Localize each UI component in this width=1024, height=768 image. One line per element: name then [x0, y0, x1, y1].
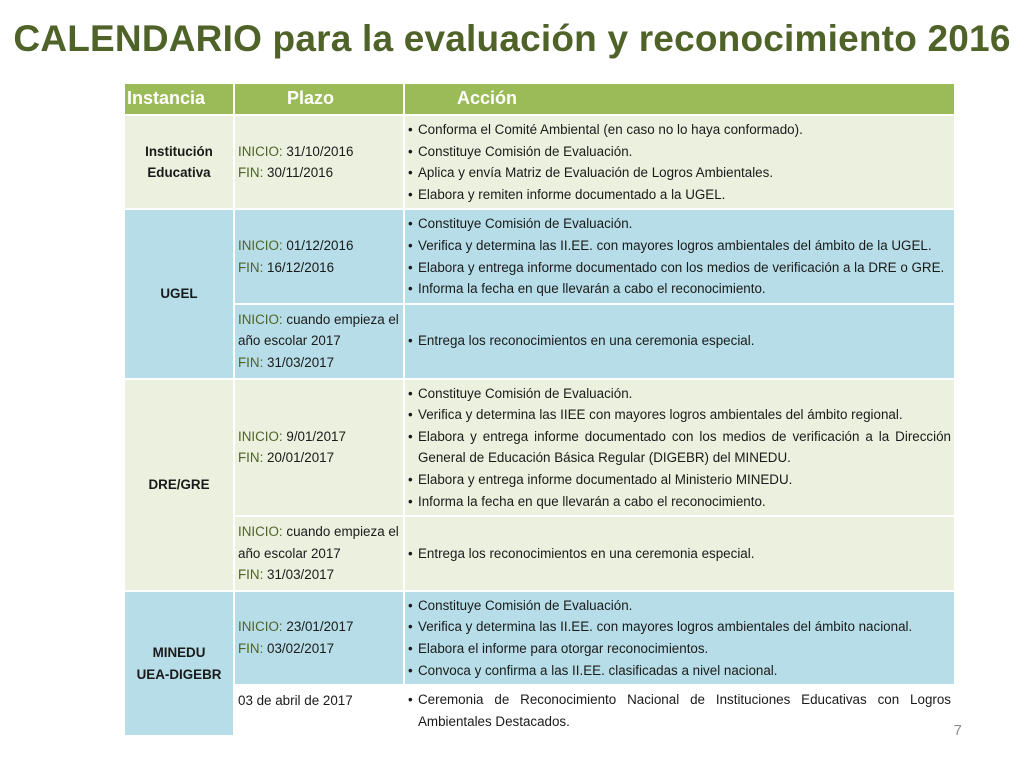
accion-item: • Elabora y entrega informe documentado con los medios de verificación a la DRE o GRE. [408, 257, 951, 279]
plazo-cell [235, 380, 405, 518]
accion-item: • Entrega los reconocimientos en una ceremonia especial. [408, 330, 951, 352]
accion-item: • Constituye Comisión de Evaluación. [408, 213, 951, 235]
table-header-row [125, 84, 956, 116]
plazo-cell [235, 592, 405, 686]
fin-label: FIN: [238, 259, 264, 275]
table-row [125, 517, 956, 592]
accion-item: • Aplica y envía Matriz de Evaluación de Logros Ambientales. [408, 162, 951, 184]
instancia-cell [125, 380, 235, 592]
instancia-line: Educativa [147, 165, 211, 181]
accion-item: • Convoca y confirma a las II.EE. clasificadas a nivel nacional. [408, 660, 951, 682]
table-row [125, 305, 956, 380]
accion-cell [405, 592, 956, 686]
fin-label: FIN: [238, 641, 264, 657]
calendar-table [125, 84, 956, 737]
inicio-text: cuando empieza el año escolar 2017 [238, 311, 399, 349]
fin-label: FIN: [238, 354, 264, 370]
accion-item: • Constituye Comisión de Evaluación. [408, 595, 951, 617]
plazo-cell [235, 686, 405, 737]
header-instancia: Instancia [125, 84, 235, 116]
accion-item: • Informa la fecha en que llevarán a cabo el reconocimiento. [408, 278, 951, 300]
table-row [125, 592, 956, 686]
fin-label: FIN: [238, 165, 264, 181]
header-accion: Acción [405, 84, 956, 116]
fecha-text: 03 de abril de 2017 [238, 693, 353, 709]
accion-cell [405, 210, 956, 304]
instancia-line: UGEL [160, 286, 198, 302]
table-row [125, 686, 956, 737]
page-title: CALENDARIO para la evaluación y reconocimiento 2016 [13, 18, 1011, 59]
instancia-cell [125, 592, 235, 738]
table-row [125, 380, 956, 518]
accion-item: • Constituye Comisión de Evaluación. [408, 383, 951, 405]
instancia-cell [125, 116, 235, 210]
accion-item: • Ceremonia de Reconocimiento Nacional de Instituciones Educativas con Logros Ambientales Destacados. [408, 689, 951, 732]
fin-date: 16/12/2016 [267, 259, 335, 275]
accion-item: • Elabora el informe para otorgar reconocimientos. [408, 638, 951, 660]
instancia-cell [125, 210, 235, 379]
table-row [125, 116, 956, 210]
accion-item: • Elabora y entrega informe documentado al Ministerio MINEDU. [408, 469, 951, 491]
table-row [125, 210, 956, 304]
plazo-cell [235, 210, 405, 304]
accion-item: • Informa la fecha en que llevarán a cabo el reconocimiento. [408, 491, 951, 513]
accion-item: • Elabora y entrega informe documentado con los medios de verificación a la Dirección General de Educación Básica Regular (DIGEBR) del MINEDU. [408, 426, 951, 469]
accion-item: • Verifica y determina las II.EE. con mayores logros ambientales del ámbito nacional. [408, 616, 951, 638]
inicio-date: 01/12/2016 [286, 237, 354, 253]
fin-date: 03/02/2017 [267, 641, 335, 657]
accion-item: • Conforma el Comité Ambiental (en caso no lo haya conformado). [408, 119, 951, 141]
accion-item: • Constituye Comisión de Evaluación. [408, 141, 951, 163]
inicio-label: INICIO: [238, 619, 283, 635]
inicio-date: 9/01/2017 [286, 428, 346, 444]
instancia-line: DRE/GRE [148, 476, 210, 492]
inicio-label: INICIO: [238, 311, 283, 327]
fin-label: FIN: [238, 450, 264, 466]
accion-cell [405, 380, 956, 518]
accion-item: • Elabora y remiten informe documentado a la UGEL. [408, 184, 951, 206]
plazo-cell [235, 517, 405, 592]
inicio-label: INICIO: [238, 237, 283, 253]
inicio-text: cuando empieza el año escolar 2017 [238, 524, 399, 561]
accion-cell [405, 517, 956, 592]
fin-date: 20/01/2017 [267, 450, 335, 466]
page-number: 7 [953, 722, 962, 739]
instancia-line: MINEDU [152, 645, 206, 661]
fin-label: FIN: [238, 567, 264, 583]
inicio-label: INICIO: [238, 428, 283, 444]
accion-cell [405, 116, 956, 210]
header-plazo: Plazo [235, 84, 405, 116]
plazo-cell [235, 305, 405, 380]
fin-date: 31/03/2017 [267, 354, 335, 370]
inicio-label: INICIO: [238, 524, 283, 540]
fin-date: 30/11/2016 [267, 165, 334, 181]
inicio-date: 23/01/2017 [286, 619, 354, 635]
fin-date: 31/03/2017 [267, 567, 335, 583]
accion-item: • Verifica y determina las II.EE. con mayores logros ambientales del ámbito de la UGEL. [408, 235, 951, 257]
instancia-line: UEA-DIGEBR [136, 666, 222, 682]
accion-item: • Entrega los reconocimientos en una ceremonia especial. [408, 543, 951, 565]
accion-cell [405, 305, 956, 380]
plazo-cell [235, 116, 405, 210]
inicio-label: INICIO: [238, 143, 283, 159]
accion-item: • Verifica y determina las IIEE con mayores logros ambientales del ámbito regional. [408, 404, 951, 426]
inicio-date: 31/10/2016 [286, 143, 354, 159]
accion-cell [405, 686, 956, 737]
instancia-line: Institución [145, 143, 213, 159]
